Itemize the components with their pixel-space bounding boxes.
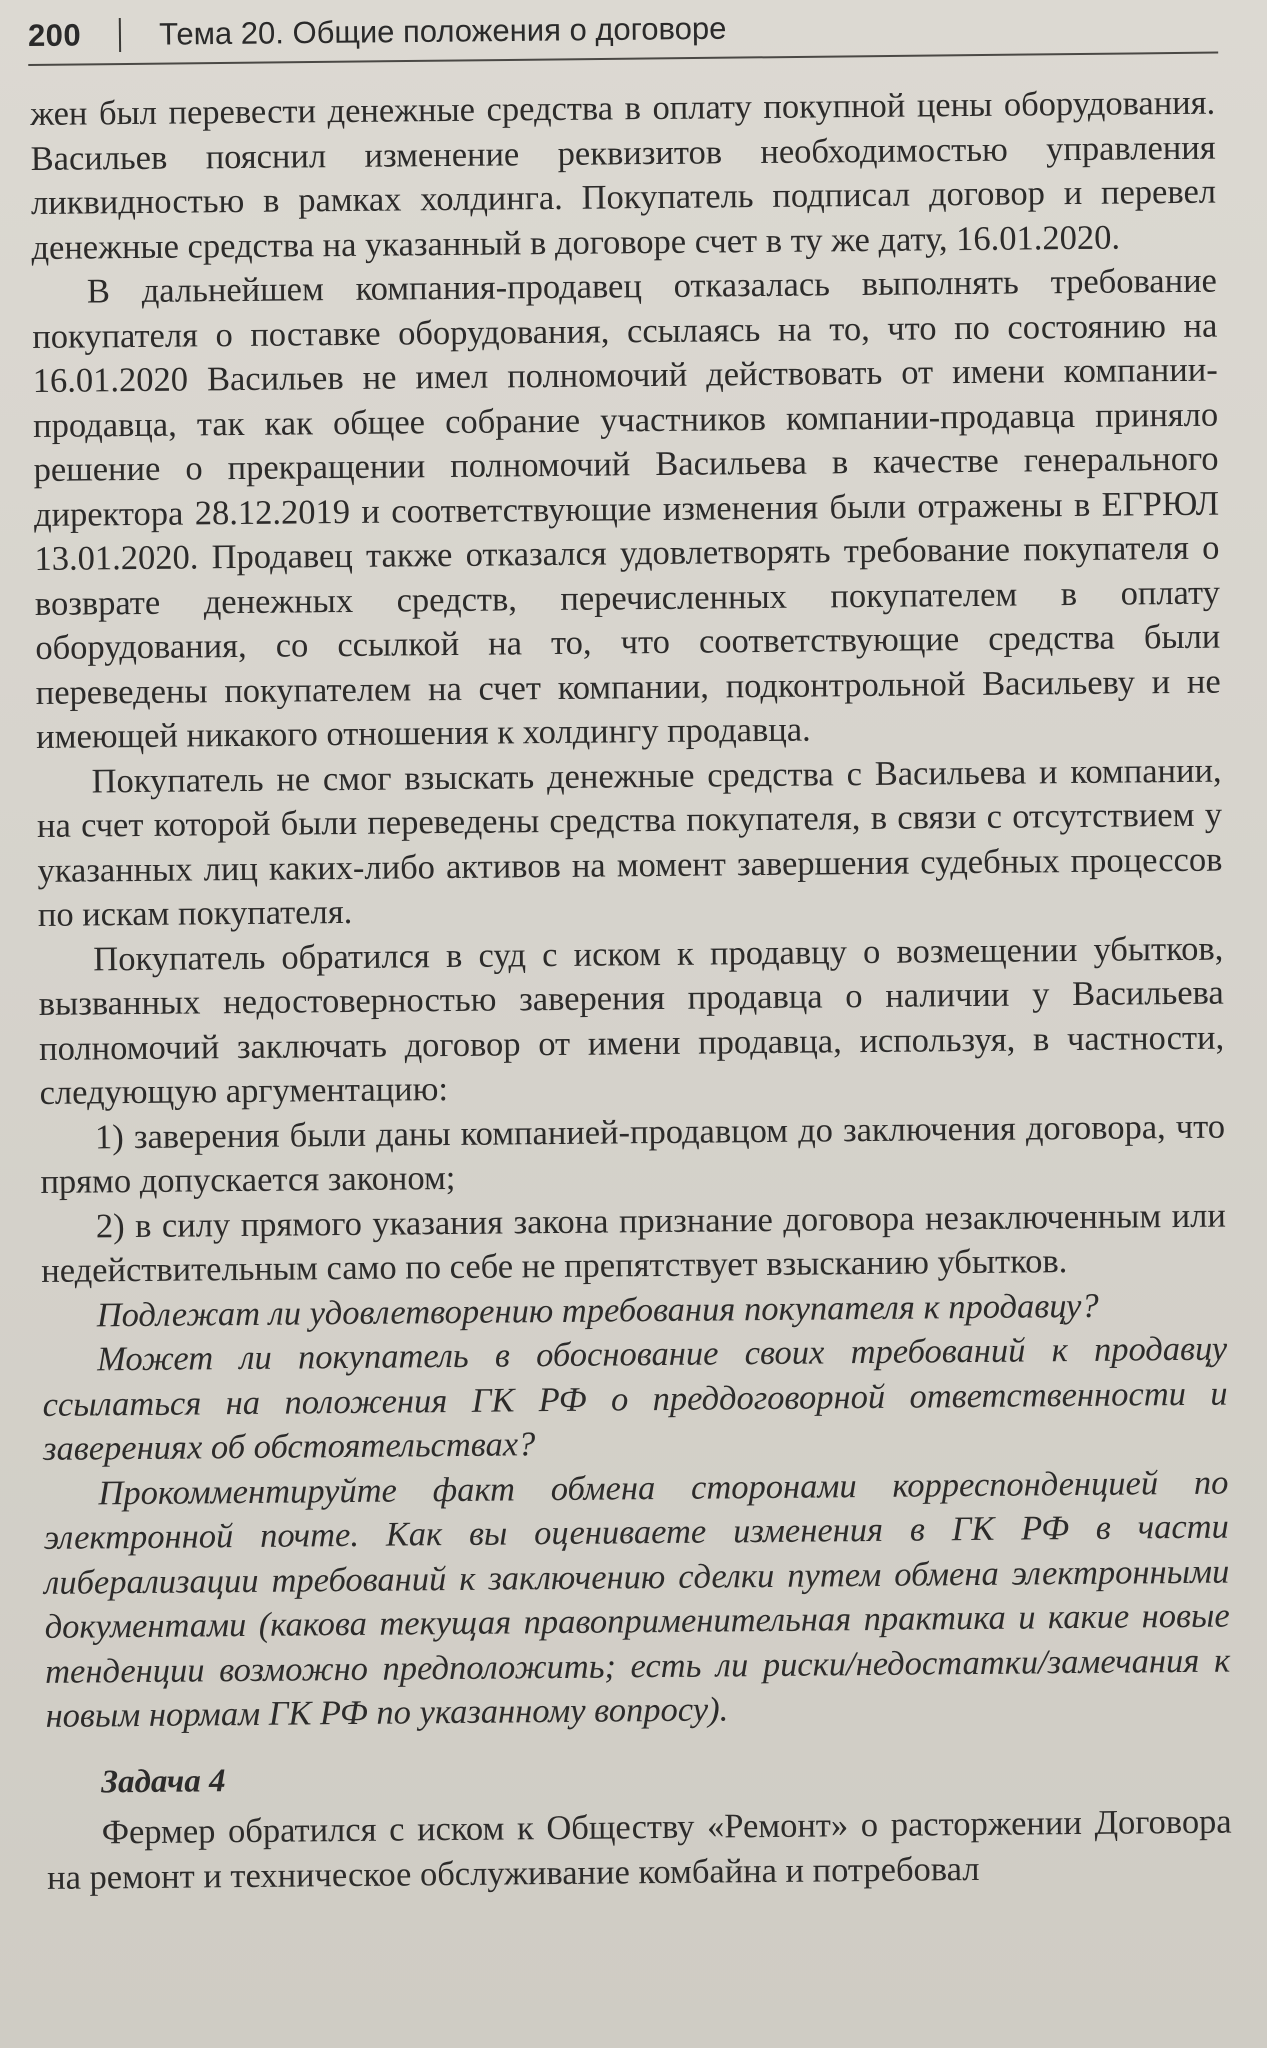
running-header — [28, 2, 1218, 66]
paragraph: В дальнейшем компания-продавец отказалась выполнять требование покупателя о поставке оборудования, ссылаясь на то, что по состоянию на 16.01.2020 Васильев не имел полномочий действовать от имени компании-продавца, так как общее собрание участников компании-продавца приняло решение о прекращении полномочий Васильева в качестве генерального директора 28.12.2019 и соответствующие изменения были отражены в ЕГРЮЛ 13.01.2020. Продавец также отказался удовлетворять требование покупателя о возврате денежных средств, перечисленных покупателем в оплату оборудования, со ссылкой на то, что соответствующие средства были переведены покупателем на счет компании, подконтрольной Васильеву и не имеющей никакого отношения к холдингу продавца. — [32, 261, 1221, 756]
paragraph: Покупатель не смог взыскать денежные средства с Васильева и компании, на счет которой были переведены средства покупателя, в связи с отсутствием у указанных лиц каких-либо активов на момент завершения судебных процессов по искам покупателя. — [36, 751, 1223, 934]
page-body — [30, 81, 1232, 1900]
chapter-title: Тема 20. Общие положения о договоре — [158, 10, 727, 52]
task-paragraph: Фермер обратился с иском к Обществу «Ремонт» о расторжении Договора на ремонт и техническое обслуживание комбайна и потребовал — [46, 1802, 1232, 1897]
question-1: Подлежат ли удовлетворению требования покупателя к продавцу? — [96, 1286, 1099, 1334]
paragraph-continued: жен был перевести денежные средства в оплату покупной цены оборудования. Васильев пояснил изменение реквизитов необходимостью управления ликвидностью в рамках холдинга. Покупатель подписал договор и перевел денежные средства на указанный в договоре счет в ту же дату, 16.01.2020. — [30, 83, 1217, 267]
task-heading: Задача 4 — [101, 1762, 226, 1800]
header-separator — [119, 18, 121, 52]
argument-item-1: 1) заверения были даны компанией-продавцом до заключения договора, что прямо допускается законом; — [40, 1107, 1226, 1201]
page-number: 200 — [27, 17, 82, 53]
argument-item-2: 2) в силу прямого указания закона признание договора незаключенным или недействительным само по себе не препятствует взысканию убытков. — [41, 1196, 1227, 1290]
question-2: Может ли покупатель в обоснование своих требований к продавцу ссылаться на положения ГК РФ о преддоговорной ответственности и заверениях об обстоятельствах? — [42, 1329, 1228, 1468]
paragraph: Покупатель обратился в суд с иском к продавцу о возмещении убытков, вызванных недостоверностью заверения продавца о наличии у Васильева полномочий заключать договор от имени продавца, используя, в частности, следующую аргументацию: — [38, 929, 1225, 1112]
question-3: Прокомментируйте факт обмена сторонами корреспонденцией по электронной почте. Как вы оцениваете изменения в ГК РФ в части либерализации требований к заключению сделки путем обмена электронными документами (какова текущая правоприменительная практика и какие новые тенденции возможно предположить; есть ли риски/недостатки/замечания к новым нормам ГК РФ по указанному вопросу). — [43, 1463, 1231, 1735]
